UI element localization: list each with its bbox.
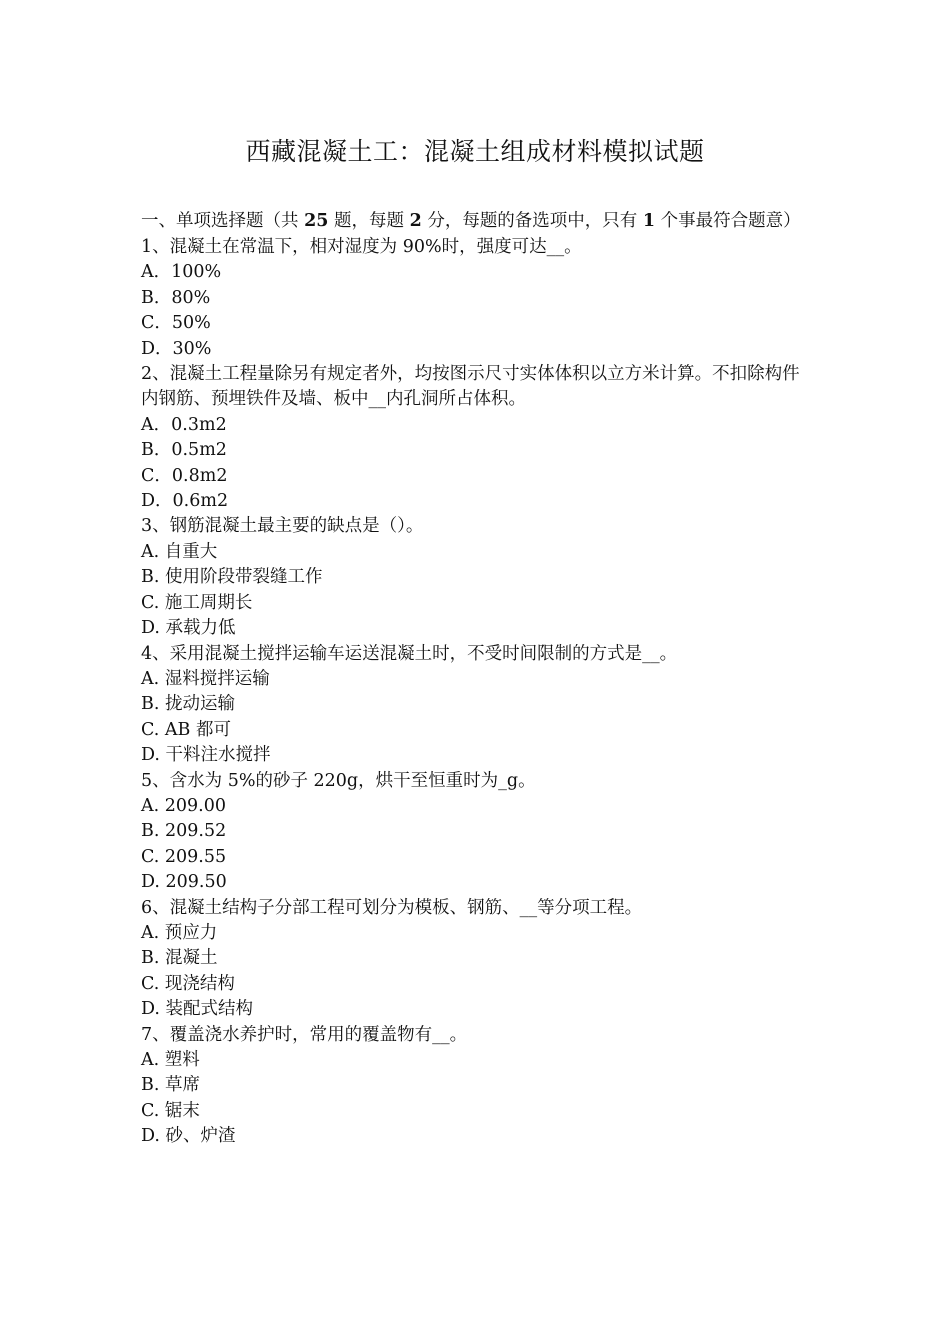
option-c: C. 现浇结构: [141, 973, 235, 994]
option-a: A. 自重大: [141, 541, 218, 562]
section-heading-mid1: 题，每题: [328, 211, 410, 231]
question-4: [141, 642, 811, 769]
question-3: [141, 514, 811, 641]
section-question-count: 25: [304, 211, 329, 231]
option-c: C. 锯末: [141, 1100, 200, 1121]
option-d: D. 砂、炉渣: [141, 1126, 236, 1147]
option-a: A. 湿料搅拌运输: [141, 668, 270, 689]
section-heading-suffix: 个事最符合题意）: [655, 211, 801, 231]
question-stem: 1、混凝土在常温下，相对湿度为 90%时，强度可达__。: [141, 237, 582, 257]
document-body: [141, 210, 811, 1150]
option-d: D．30%: [141, 338, 212, 359]
option-b: B. 拢动运输: [141, 694, 235, 715]
option-a: A. 209.00: [141, 795, 226, 816]
option-b: B. 草席: [141, 1075, 200, 1096]
option-c: C. 施工周期长: [141, 592, 253, 613]
section-heading-mid2: 分，每题的备选项中，只有: [421, 211, 643, 231]
option-c: C．50%: [141, 313, 211, 334]
option-b: B. 混凝土: [141, 948, 218, 969]
question-stem: 6、混凝土结构子分部工程可划分为模板、钢筋、__等分项工程。: [141, 897, 643, 918]
section-one-option: 1: [642, 211, 656, 231]
question-1: [141, 235, 811, 362]
question-7: [141, 1023, 811, 1150]
question-stem: 2、混凝土工程量除另有规定者外，均按图示尺寸实体体积以立方米计算。不扣除构件内钢筋、预埋铁件及墙、板中__内孔洞所占体积。: [141, 364, 800, 410]
option-d: D. 承载力低: [141, 618, 236, 639]
section-heading: [141, 210, 811, 233]
question-stem: 4、采用混凝土搅拌运输车运送混凝土时，不受时间限制的方式是__。: [141, 643, 678, 664]
document-title: 西藏混凝土工：混凝土组成材料模拟试题: [245, 137, 705, 166]
option-a: A. 塑料: [141, 1050, 200, 1070]
option-a: A. 预应力: [141, 922, 218, 943]
option-b: B．80%: [141, 287, 211, 308]
question-stem: 5、含水为 5%的砂子 220g，烘干至恒重时为_g。: [141, 770, 536, 791]
question-stem: 3、钢筋混凝土最主要的缺点是（）。: [141, 516, 424, 537]
option-a: A．0.3m2: [141, 414, 227, 435]
section-question-score: 2: [409, 211, 422, 231]
question-5: [141, 769, 811, 896]
option-a: A．100%: [141, 262, 222, 283]
option-d: D. 干料注水搅拌: [141, 745, 271, 766]
question-2: [141, 362, 811, 514]
option-b: B. 209.52: [141, 821, 227, 842]
option-c: C．0.8m2: [141, 465, 228, 486]
question-6: [141, 896, 811, 1023]
option-d: D. 装配式结构: [141, 999, 254, 1020]
option-b: B．0.5m2: [141, 440, 227, 461]
question-stem: 7、覆盖浇水养护时，常用的覆盖物有__。: [141, 1024, 468, 1045]
option-c: C. AB 都可: [141, 719, 231, 740]
option-d: D. 209.50: [141, 872, 227, 893]
option-b: B. 使用阶段带裂缝工作: [141, 567, 323, 588]
section-heading-prefix: 一、单项选择题（共: [141, 211, 305, 231]
option-d: D．0.6m2: [141, 491, 229, 512]
option-c: C. 209.55: [141, 846, 227, 867]
